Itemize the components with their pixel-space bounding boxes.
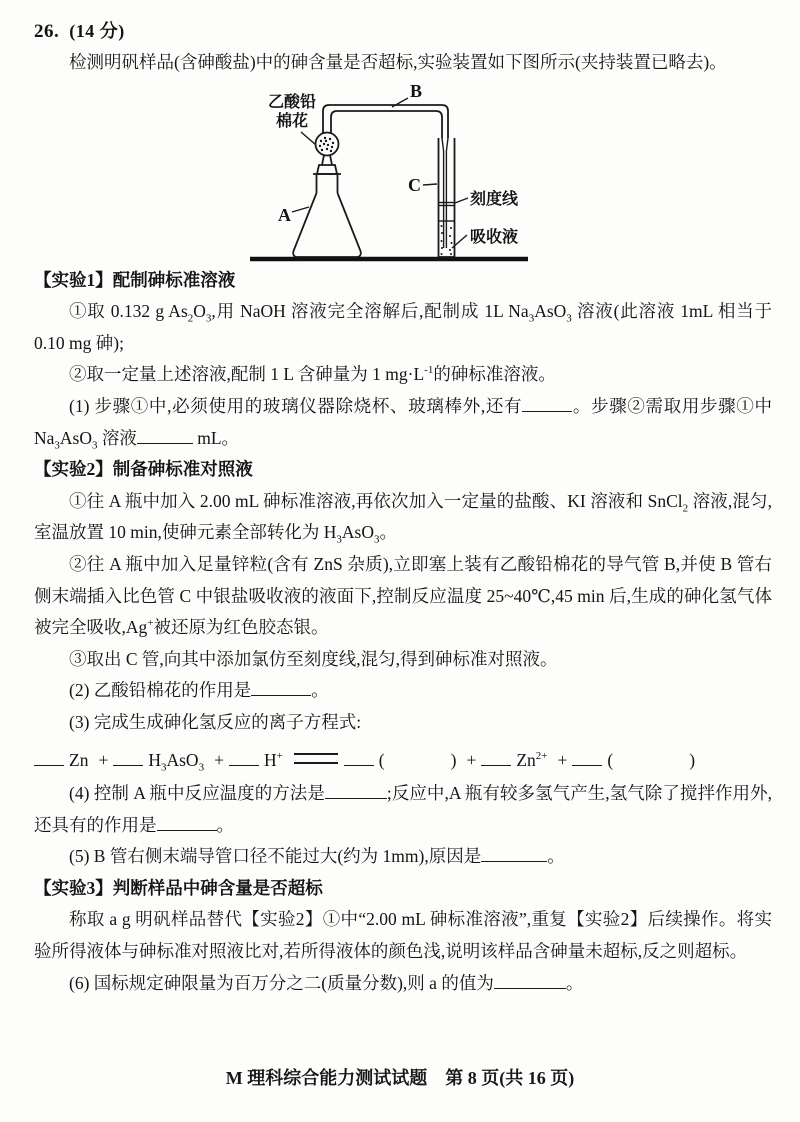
superscript: -1 [424,364,434,377]
double-equals [294,753,338,764]
question-5: (5) B 管右侧末端导管口径不能过大(约为 1mm),原因是 。 [69,846,565,867]
cotton-bulb [316,132,339,155]
exp2-step2: ②往 A 瓶中加入足量锌粒(含有 ZnS 杂质),立即塞上装有乙酸铅棉花的导气管 B,并使 B 管右侧末端插入比色管 C 中银盐吸收液的液面下,控制反应温度 25~40℃,45 min 后,生成的砷化氢气体被完全吸收,Ag+被还原为红色胶态银。 [34,553,772,638]
exp3-title: 【实验3】判断样品中砷含量是否超标 [34,877,323,898]
coef-blank-2[interactable] [113,750,143,766]
answer-blank-4a[interactable] [325,783,387,799]
answer-blank-4b[interactable] [157,815,217,831]
stopper [317,165,337,174]
graduation-pointer [455,198,468,203]
bulb-neck-right [330,155,332,165]
exp2-step3: ③取出 C 管,向其中添加氯仿至刻度线,混匀,得到砷标准对照液。 [69,648,558,669]
question-2: (2) 乙酸铅棉花的作用是 。 [69,680,329,701]
product-gap-2[interactable] [618,765,684,766]
answer-blank-2[interactable] [251,680,311,696]
cotton-label-line1: 乙酸铅 [268,93,317,111]
coef-blank-6[interactable] [572,750,602,766]
question-4: (4) 控制 A 瓶中反应温度的方法是 ;反应中,A 瓶有较多氢气产生,氢气除了搅拌作用外,还具有的作用是 。 [34,783,772,835]
answer-blank-6[interactable] [494,973,566,989]
apparatus-diagram [34,79,772,265]
subscript: 2 [682,502,689,515]
question-1: (1) 步骤①中,必须使用的玻璃仪器除烧杯、玻璃棒外,还有 。步骤②需取用步骤①中 $Na_3AsO_3$ 溶液 mL。 [34,395,773,452]
tube-tip-left [442,138,444,151]
subscript: 3 [54,439,60,452]
tube-b-outer [323,105,448,138]
page-footer: M 理科综合能力测试试题 第 8 页(共 16 页) [225,1068,575,1088]
cotton-pointer [301,132,316,145]
question-points: (14 分) [69,21,125,41]
coef-blank-1[interactable] [34,750,64,766]
cotton-dots [319,136,334,151]
superscript: + [147,617,154,630]
tube-tip-right [446,138,448,151]
intro-paragraph: 检测明矾样品(含砷酸盐)中的砷含量是否超标,实验装置如下图所示(夹持装置已略去)。 [69,52,727,72]
exp2-title: 【实验2】制备砷标准对照液 [34,459,253,480]
exp3-body: 称取 a g 明矾样品替代【实验2】①中“2.00 mL 砷标准溶液”,重复【实验2】后续操作。将实验所得液体与砷标准对照液比对,若所得液体的颜色浅,说明该样品含砷量未超标,反之则超标。 [34,909,772,962]
product-gap-1[interactable] [390,765,446,766]
superscript: + [276,749,283,762]
subscript: 3 [198,761,205,773]
absorb-label: 吸收液 [470,228,519,246]
subscript: 2 [187,312,194,325]
answer-blank-5[interactable] [481,846,547,862]
flask-body [293,193,361,257]
subscript: 3 [373,533,380,546]
tube-c-label: C [408,174,421,195]
cotton-label-line2: 棉花 [276,112,309,130]
subscript: 3 [205,312,212,325]
coef-blank-3[interactable] [229,750,259,766]
question-3: (3) 完成生成砷化氢反应的离子方程式: [69,711,362,732]
exp1-step2: ②取一定量上述溶液,配制 1 L 含砷量为 1 $mg\cdot L^{-1}$的砷标准溶液。 [69,364,556,385]
subscript: 3 [92,439,98,452]
a-pointer [292,207,309,212]
apparatus-figure [230,81,540,267]
ionic-equation: $Zn + H_3AsO_3 + H^+$ ( ) + $Zn^{2+}$ + ( ) [34,745,772,777]
answer-blank-1b[interactable] [137,428,193,444]
tube-b-label: B [410,80,423,101]
question-number: 26. [34,21,60,42]
bulb-neck-left [322,155,324,165]
subscript: 3 [160,761,167,773]
tube-b-inner [331,111,442,138]
question-header [34,16,772,47]
exp2-step1: ①往 A 瓶中加入 2.00 mL 砷标准溶液,再依次加入一定量的盐酸、KI 溶液和 SnCl$_2$ 溶液,混匀,室温放置 10 min,使砷元素全部转化为 $H_3AsO_3$。 [34,490,773,546]
graduation-label: 刻度线 [470,190,519,208]
subscript: 3 [336,533,342,546]
coef-blank-5[interactable] [481,750,511,766]
exp1-step1: ①取 0.132 g $As_2O_3$,用 NaOH 溶液完全溶解后,配制成 1L $Na_3AsO_3$ 溶液(此溶液 1mL 相当于 0.10 mg 砷); [34,301,772,353]
exp1-title: 【实验1】配制砷标准溶液 [34,269,236,290]
flask-a-label: A [278,204,291,225]
subscript: 3 [528,312,535,325]
question-6: (6) 国标规定砷限量为百万分之二(质量分数),则 a 的值为 。 [69,972,584,993]
subscript: 3 [566,312,572,325]
coef-blank-4[interactable] [344,750,374,766]
answer-blank-1a[interactable] [522,396,572,412]
superscript: 2+ [535,749,548,762]
c-pointer [423,184,437,185]
